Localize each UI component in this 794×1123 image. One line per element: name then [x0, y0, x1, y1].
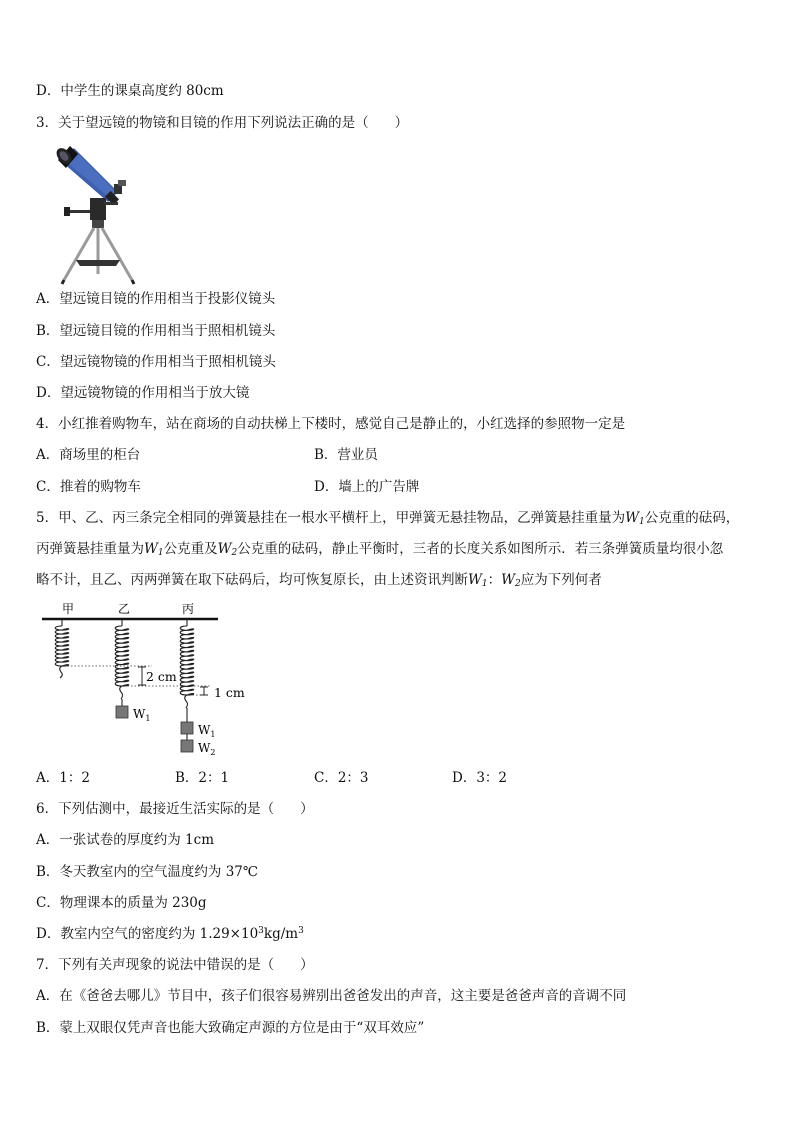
weight-w1-label — [133, 707, 150, 723]
q3-stem-close: ） — [394, 115, 409, 131]
q4-option-b: B．营业员 — [314, 447, 378, 463]
telescope-mount — [64, 198, 118, 228]
q5-text: 公克重的砝码，静止平衡时，三者的长度关系如图所示．若三条弹簧质量均很小忽 — [237, 541, 724, 557]
w-letter: W — [198, 741, 211, 755]
w2-symbol — [501, 572, 521, 588]
q3-stem-text: 3．关于望远镜的物镜和目镜的作用下列说法正确的是（ — [36, 115, 369, 131]
label-2cm: 2 cm — [146, 669, 177, 684]
q5-text: 公克重的砝码， — [644, 510, 740, 526]
q5-text: 5．甲、乙、丙三条完全相同的弹簧悬挂在一根水平横杆上，甲弹簧无悬挂物品，乙弹簧悬挂重量为 — [36, 510, 626, 526]
q4-stem: 4．小红推着购物车，站在商场的自动扶梯上下楼时，感觉自己是静止的，小红选择的参照物一定是 — [36, 416, 626, 432]
label-yi: 乙 — [118, 602, 131, 616]
w-letter: W — [198, 723, 211, 737]
q2-option-d: D．中学生的课桌高度约 80cm — [36, 83, 224, 99]
dimension-2cm — [138, 667, 146, 685]
q6-option-b: B．冬天教室内的空气温度约为 37℃ — [36, 864, 258, 880]
q6-option-d — [36, 925, 304, 943]
weight-w1-bing-label — [198, 723, 215, 739]
w-letter: W — [501, 572, 516, 588]
q4-option-c: C．推着的购物车 — [36, 479, 141, 495]
q5-stem-line3 — [36, 571, 602, 589]
q6-option-d-unit: kg/m — [263, 926, 299, 942]
q4-option-d: D．墙上的广告牌 — [314, 479, 420, 495]
q3-stem — [36, 114, 408, 132]
exponent: 3 — [298, 926, 304, 936]
q5-option-b: B．2：1 — [175, 770, 230, 786]
w-subscript: 1 — [157, 548, 164, 558]
q3-option-d: D．望远镜物镜的作用相当于放大镜 — [36, 385, 250, 401]
q6-option-c: C．物理课本的质量为 230g — [36, 895, 207, 911]
w-letter: W — [625, 510, 639, 526]
telescope-image — [56, 140, 138, 286]
label-1cm: 1 cm — [214, 685, 245, 700]
w-subscript: 2 — [210, 748, 216, 757]
q7-option-b: B．蒙上双眼仅凭声音也能大致确定声源的方位是由于“双耳效应” — [36, 1020, 425, 1036]
w1-symbol — [625, 510, 645, 526]
q7-option-a: A．在《爸爸去哪儿》节目中，孩子们很容易辨别出爸爸发出的声音，这主要是爸爸声音的音调不同 — [36, 988, 627, 1004]
weight-w1 — [116, 706, 128, 718]
q5-text: 应为下列何者 — [520, 572, 602, 588]
q5-text: 略不计，且乙、丙两弹簧在取下砝码后，均可恢复原长，由上述资讯判断 — [36, 572, 468, 588]
w-letter: W — [217, 541, 232, 557]
w2-symbol — [218, 541, 238, 557]
q5-text: 公克重及 — [163, 541, 218, 557]
q6-option-d-text: D．教室内空气的密度约为 1.29×10 — [36, 926, 259, 942]
w-subscript: 2 — [231, 548, 238, 558]
spring-yi — [115, 619, 129, 706]
w-subscript: 1 — [145, 714, 151, 723]
q6-stem-text: 6．下列估测中，最接近生活实际的是（ — [36, 801, 275, 817]
w-letter: W — [133, 707, 146, 721]
w-subscript: 1 — [481, 579, 488, 589]
q5-text: 丙弹簧悬挂重量为 — [36, 541, 144, 557]
w-subscript: 1 — [638, 517, 645, 527]
telescope-tube — [56, 145, 126, 205]
w1-symbol — [144, 541, 164, 557]
q5-stem-line2 — [36, 540, 723, 558]
q7-stem — [36, 956, 314, 974]
w-subscript: 1 — [210, 730, 216, 739]
q5-stem-line1 — [36, 509, 739, 527]
w-letter: W — [468, 572, 482, 588]
spring-jia — [55, 619, 69, 678]
w-letter: W — [144, 541, 158, 557]
q6-option-a: A．一张试卷的厚度约为 1cm — [36, 832, 214, 848]
q5-option-c: C．2：3 — [314, 770, 369, 786]
q3-option-c: C．望远镜物镜的作用相当于照相机镜头 — [36, 354, 276, 370]
w1-symbol — [468, 572, 488, 588]
weight-w2-label — [198, 741, 215, 757]
q6-stem-close: ） — [300, 801, 314, 817]
dimension-1cm — [200, 687, 208, 695]
q5-option-a: A．1：2 — [36, 770, 90, 786]
q3-option-a: A．望远镜目镜的作用相当于投影仪镜头 — [36, 291, 276, 307]
q7-stem-text: 7．下列有关声现象的说法中错误的是（ — [36, 957, 275, 973]
exponent: 3 — [258, 926, 264, 936]
q5-text: ： — [487, 572, 502, 588]
q7-stem-close: ） — [300, 957, 314, 973]
weight-w2 — [181, 740, 193, 752]
weight-w1-bing — [181, 722, 193, 734]
label-bing: 丙 — [182, 602, 195, 616]
label-jia: 甲 — [62, 602, 75, 616]
q5-option-d: D．3：2 — [452, 770, 508, 786]
q3-option-b: B．望远镜目镜的作用相当于照相机镜头 — [36, 323, 276, 339]
q6-stem — [36, 800, 314, 818]
telescope-tripod — [64, 228, 132, 280]
spring-figure — [40, 600, 250, 760]
w-subscript: 2 — [515, 579, 521, 589]
q4-option-a: A．商场里的柜台 — [36, 447, 141, 463]
